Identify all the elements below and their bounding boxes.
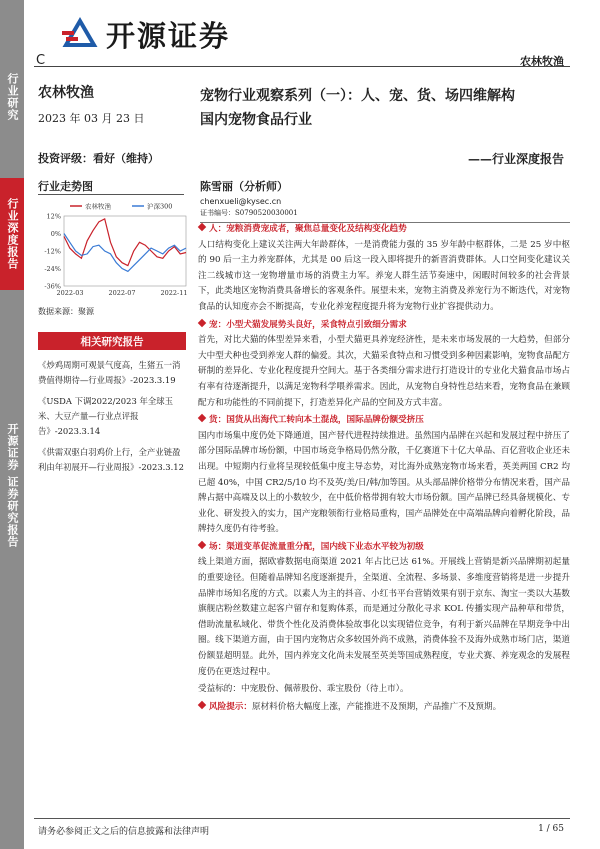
bullet-diamond-icon <box>198 223 206 231</box>
related-reports-header: 相关研究报告 <box>38 332 186 350</box>
header-divider <box>34 66 570 67</box>
analyst-email[interactable]: chenxueli@kysec.cn <box>200 197 282 206</box>
bullet-diamond-icon <box>198 701 206 709</box>
section-beneficiaries <box>198 682 570 698</box>
brand-mark: C <box>36 53 46 68</box>
series-line <box>64 219 186 266</box>
footer-disclaimer: 请务必参阅正文之后的信息披露和法律声明 <box>38 827 210 837</box>
page-title <box>200 84 570 132</box>
x-tick-label: 2022-07 <box>108 289 136 297</box>
report-date: 2023 年 03 月 23 日 <box>38 112 145 125</box>
page-number: 1 / 65 <box>538 824 564 834</box>
trend-divider <box>38 194 184 195</box>
related-report-item[interactable]: 《USDA 下调2022/2023 年全球玉米、大豆产量—行业点评报告》-2023.3.14 <box>38 396 173 436</box>
footer-divider <box>34 818 570 819</box>
section-body: 首先，对比犬猫的体型差异来看，小型犬猫更具养宠经济性，是未来市场发展的一大趋势，但部分大中型犬种也受到养宠人群的偏爱。其次，犬猫采食特点和习惯受到多种因素影响，宠物食品配方研制的差异化、专业化程度提升空间大。基于各类细分需求进行打造设计的专业化犬猫食品市场占有率有待逐渐提升，以满足宠物科学喂养需求。因此，从宠物自身特性总结来看，宠物食品在兼顾配方和功能性的不同前提下，打造差异化产品的空间及方式丰富。 <box>198 335 570 408</box>
industry-name: 农林牧渔 <box>38 85 94 101</box>
analyst-cert: 证书编号：S0790520030001 <box>200 209 298 217</box>
bullet-diamond-icon <box>198 414 206 422</box>
section-channel <box>198 540 570 680</box>
left-meta <box>38 82 188 126</box>
analyst-name: 陈雪丽（分析师） <box>200 180 288 193</box>
bullet-diamond-icon <box>198 541 206 549</box>
sidebar-label-bottom: 开源证券 证券研究报告 <box>6 422 19 548</box>
title-line-2: 国内宠物食品行业 <box>200 112 312 128</box>
x-tick-label: 2022-11 <box>160 289 188 297</box>
x-tick-label: 2022-03 <box>56 289 84 297</box>
section-heading: 场：渠道变革促流量重分配，国内线下业态水平较为初级 <box>209 541 424 552</box>
logo-mark-icon <box>60 17 100 51</box>
chart-data-source: 数据来源：聚源 <box>38 307 94 316</box>
y-tick-label: -12% <box>44 247 61 256</box>
investment-rating: 投资评级：看好（维持） <box>38 152 159 165</box>
sidebar-label-middle: 行业深度报告 <box>0 178 24 290</box>
related-reports-list <box>38 358 186 481</box>
section-body: 人口结构变化上建议关注两大年龄群体，一是消费能力强的 35 岁年龄中枢群体，二是 25 岁中枢的 90 后一主力养宠群体，尤其是 00 后这一段入即将提升的新晋消费群体。人口空间变化建议关注二线城市这一宠物增量市场的消费主力军。养宠人群生活节奏速中，闲暇时间较多的社会背景下，此类地区宠物消费具备增长的客观条件。展望未来，宠物主消费及养宠行为不断迭代，对宠物食品的认知度亦会不断提高，专业化养宠程度提升将为宠物行业扩容提供动力。 <box>198 239 570 312</box>
bullet-diamond-icon <box>198 318 206 326</box>
sidebar-label-top: 行业研究 <box>6 73 19 121</box>
industry-trend-chart <box>30 198 190 302</box>
section-heading: 风险提示： <box>209 701 252 712</box>
section-heading: 人：宠粮消费宠成者，聚焦总量变化及结构变化趋势 <box>209 224 407 234</box>
section-body: 受益标的：中宠股份、佩蒂股份、乖宝股份（待上市）。 <box>198 684 409 695</box>
brand-logo <box>60 16 230 52</box>
brand-name: 开源证券 <box>106 18 231 53</box>
related-report-item[interactable]: 《炒鸡周期可观景气度高，生猪五一消费值得期待—行业周报》-2023.3.19 <box>38 360 181 385</box>
analyst-block <box>200 178 570 223</box>
section-heading: 货：国货从出海代工转向本土混战，国际品牌份额受挤压 <box>209 415 424 426</box>
y-tick-label: 12% <box>46 212 61 221</box>
section-pets <box>198 318 570 412</box>
y-tick-label: -24% <box>44 265 61 273</box>
legend-label: 农林牧渔 <box>85 202 111 211</box>
sidebar <box>0 0 24 849</box>
title-line-1: 宠物行业观察系列（一）：人、宠、货、场四维解构 <box>200 88 515 104</box>
y-tick-label: 0% <box>50 230 61 238</box>
section-body: 线上渠道方面，据欧睿数据电商渠道 2021 年占比已达 61%。开展线上营销是新兴品牌期初起量的重要途径。但随着品牌知名度逐渐提升，全渠道、全流程、多场景、多维度营销将是进一步提升品牌市场知名度的方式。以素人为主的抖音、小红书平台营销效果有别于京东、淘宝一类以大基数旗舰店粉丝数建立起客户留存和复购体系，而是通过分散化寻求 KOL 传播实现产品种草和带货，借助流量私域化、带货个性化及消费体验故事化以实现错位竞争，有利于新兴品牌在早期竞争中出圈。线下渠道方面，由于国内宠物店众多较国外尚不成熟，消费体验不及海外成熟市场门店，渠道份额显超明显。此外，国内养宠文化尚未发展至英美等国成熟程度，专业犬赛、养宠观念的发展程度仍在更迭过程中。 <box>198 557 570 677</box>
related-report-item[interactable]: 《供需双驱白羽鸡价上行，全产业链盈利由年初展开—行业周报》-2023.3.12 <box>38 447 184 472</box>
trend-chart-title: 行业走势图 <box>38 180 93 193</box>
section-risk <box>198 700 570 716</box>
chart-frame <box>64 216 186 286</box>
legend-label: 沪深300 <box>147 202 173 211</box>
section-body: 原材料价格大幅度上涨，产能推进不及预期，产品推广不及预期。 <box>251 701 502 712</box>
y-tick-label: -36% <box>44 282 61 291</box>
section-goods <box>198 413 570 538</box>
report-type: ——行业深度报告 <box>467 152 564 166</box>
report-summary <box>198 222 570 717</box>
header-category: 农林牧渔 <box>520 55 564 68</box>
section-body: 国内市场集中度仍处下降通道，国产替代进程持续推进。虽然国内品牌在兴起和发展过程中挤压了部分国际品牌市场份额，中国市场竞争格局仍然分散，千亿赛道下十亿大单品、百亿营收企业还未出现。中短期内行业将呈现较低集中度主导态势，对比海外成熟宠物市场来看，英美两国 CR2 均已超 40%，中国 CR2/5/10 均不及英/美/日/韩/加等国。从头部品牌价格带分布情况来看，国产品牌占据中高端及以上的小数较少，在中低价格带拥有较大市场份额。国产品牌已经具备规模化、专业化、研发投入的实力，国产宠粮领衔行业格局重构，国产品牌处在中高端品牌向着孵化阶段，品牌持久度仍有待考验。 <box>198 430 570 535</box>
section-people <box>198 222 570 316</box>
section-heading: 宠：小型犬猫发展势头良好，采食特点引致细分需求 <box>209 319 407 330</box>
